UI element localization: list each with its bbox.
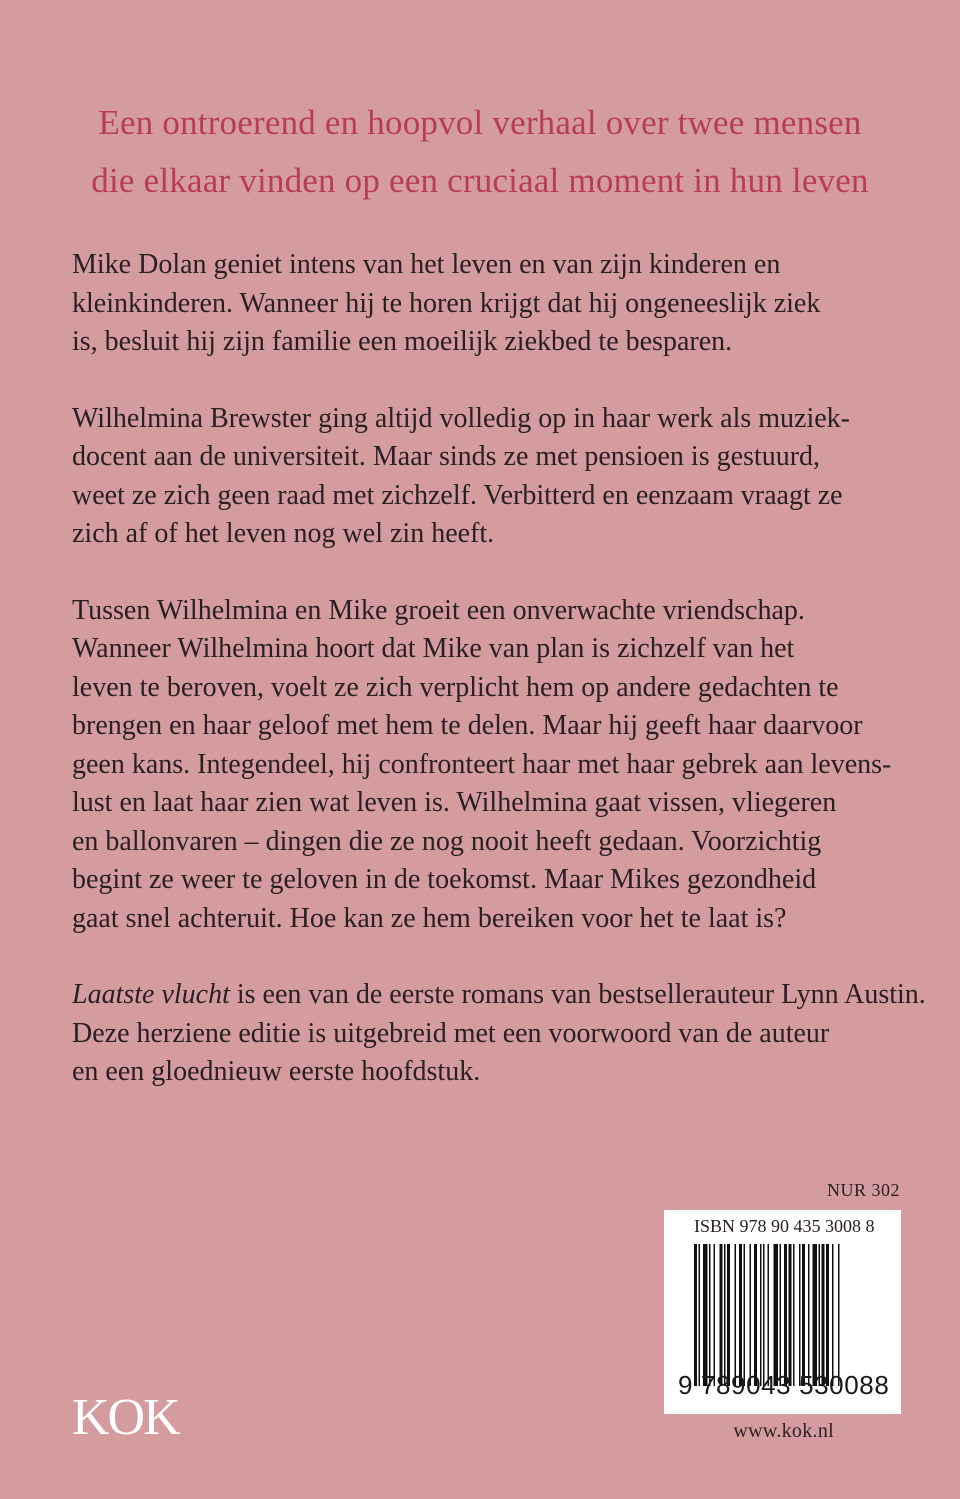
tagline-line-2: die elkaar vinden op een cruciaal moment in hun leven — [91, 161, 869, 200]
barcode-bar — [780, 1244, 782, 1386]
barcode-bar — [760, 1244, 762, 1386]
text-line: geen kans. Integendeel, hij confronteert haar met haar gebrek aan levens- — [72, 748, 892, 780]
barcode-bar — [727, 1244, 730, 1386]
barcode-bar — [832, 1244, 834, 1386]
nur-code: NUR 302 — [826, 1180, 900, 1200]
publisher-website: www.kok.nl — [733, 1420, 834, 1442]
barcode-bar — [813, 1244, 818, 1386]
text-line: Wilhelmina Brewster ging altijd volledig op in haar werk als muziek- — [72, 402, 850, 434]
barcode-bar — [714, 1244, 716, 1386]
barcode-bar — [768, 1244, 770, 1386]
text-line: gaat snel achteruit. Hoe kan ze hem bereiken voor het te laat is? — [72, 902, 787, 934]
blurb — [72, 246, 926, 1092]
barcode-bar — [699, 1244, 701, 1386]
barcode-bar — [720, 1244, 723, 1386]
text-line: en een gloednieuw eerste hoofdstuk. — [72, 1056, 481, 1087]
text-line: kleinkinderen. Wanneer hij te horen krijgt dat hij ongeneeslijk ziek — [72, 287, 821, 319]
barcode-bar — [784, 1244, 787, 1386]
blurb-paragraph-3 — [72, 592, 907, 939]
text-line: zich af of het leven nog wel zin heeft. — [72, 518, 495, 549]
barcode-bar — [822, 1244, 825, 1386]
barcode-bar — [724, 1244, 726, 1386]
barcode-panel — [664, 1210, 901, 1414]
barcode-bar — [754, 1244, 757, 1386]
text-line: begint ze weer te geloven in de toekomst. Maar Mikes gezondheid — [72, 864, 817, 895]
barcode-bar — [774, 1244, 779, 1386]
barcode-bar — [826, 1244, 829, 1386]
barcode-bar — [799, 1244, 801, 1386]
text-line: lust en laat haar zien wat leven is. Wilhelmina gaat vissen, vliegeren — [72, 787, 837, 818]
book-title: Laatste vlucht — [72, 979, 230, 1010]
blurb-paragraph-4 — [72, 976, 926, 1092]
barcode-digits: 9 789043 530088 — [678, 1370, 890, 1400]
text-fragment: is een van de eerste romans van bestsellerauteur Lynn Austin. — [229, 979, 926, 1010]
text-line: Deze herziene editie is uitgebreid met een voorwoord van de auteur — [72, 1017, 830, 1049]
text-line: Wanneer Wilhelmina hoort dat Mike van plan is zichzelf van het — [72, 633, 795, 664]
barcode-bar — [735, 1244, 737, 1386]
text-line — [72, 976, 926, 1015]
blurb-paragraph-2 — [72, 400, 907, 554]
barcode-bar — [750, 1244, 752, 1386]
barcode-bar — [838, 1244, 840, 1386]
blurb-paragraph-1 — [72, 246, 907, 362]
barcode-bar — [819, 1244, 821, 1386]
isbn-number: ISBN 978 90 435 3008 8 — [694, 1216, 875, 1236]
text-line: en ballonvaren – dingen die ze nog nooit heeft gedaan. Voorzichtig — [72, 825, 822, 857]
text-line: is, besluit hij zijn familie een moeilijk ziekbed te besparen. — [72, 326, 733, 357]
barcode-bar — [709, 1244, 711, 1386]
barcode-bar — [802, 1244, 805, 1386]
barcode-bar — [793, 1244, 795, 1386]
text-line: brengen en haar geloof met hem te delen. Maar hij geeft haar daarvoor — [72, 710, 863, 741]
barcode-bar — [739, 1244, 742, 1386]
publisher-logo: KOK — [72, 1389, 179, 1446]
barcode-bar — [789, 1244, 792, 1386]
tagline — [40, 94, 920, 210]
text-line: weet ze zich geen raad met zichzelf. Verbitterd en eenzaam vraagt ze — [72, 479, 843, 511]
text-line: Mike Dolan geniet intens van het leven en van zijn kinderen en — [72, 249, 781, 280]
text-line: docent aan de universiteit. Maar sinds ze met pensioen is gestuurd, — [72, 441, 821, 472]
barcode-bar — [763, 1244, 765, 1386]
barcode-bar — [808, 1244, 810, 1386]
tagline-line-1: Een ontroerend en hoopvol verhaal over twee mensen — [98, 103, 862, 142]
barcode-bar — [744, 1244, 746, 1386]
barcode-icon — [694, 1244, 870, 1386]
text-line: leven te beroven, voelt ze zich verplicht hem op andere gedachten te — [72, 671, 839, 703]
text-line: Tussen Wilhelmina en Mike groeit een onverwachte vriendschap. — [72, 594, 805, 626]
barcode-bar — [694, 1244, 697, 1386]
barcode-bar — [703, 1244, 708, 1386]
